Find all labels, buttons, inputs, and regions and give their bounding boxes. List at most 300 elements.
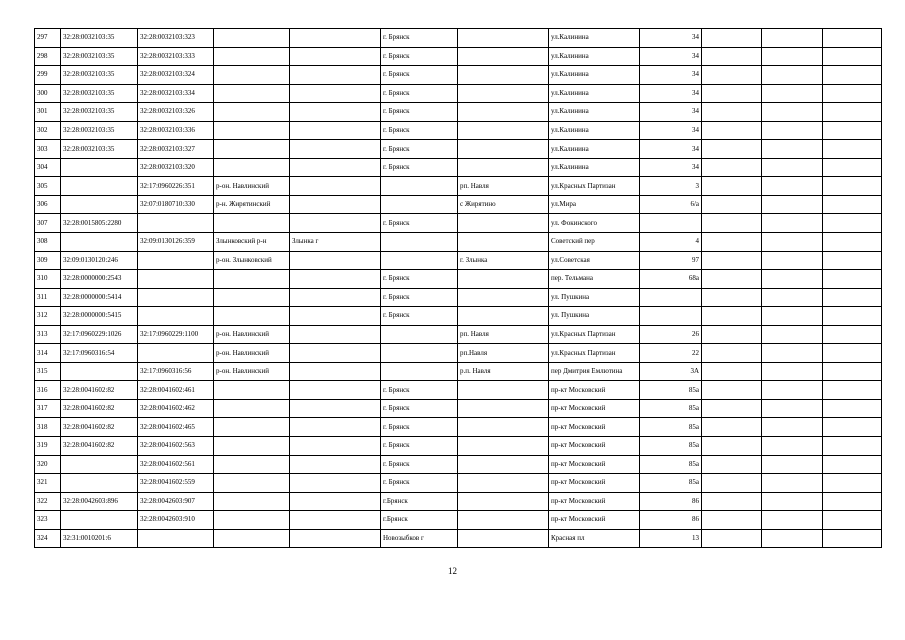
settlement-cell: р.п. Навля bbox=[458, 362, 549, 381]
district-alt-cell bbox=[290, 288, 381, 307]
cadastral-number-cell bbox=[138, 251, 214, 270]
street-cell: Советский пер bbox=[549, 233, 640, 252]
city-cell: г. Брянск bbox=[381, 158, 458, 177]
settlement-cell bbox=[458, 474, 549, 493]
cadastral-number-cell bbox=[138, 529, 214, 548]
house-number-cell: 86 bbox=[640, 492, 702, 511]
district-cell bbox=[214, 399, 290, 418]
row-number-cell: 305 bbox=[35, 177, 61, 196]
district-alt-cell bbox=[290, 325, 381, 344]
row-number-cell: 323 bbox=[35, 511, 61, 530]
table-row bbox=[35, 399, 882, 418]
old-cadastral-number-cell: 32:28:0042603:896 bbox=[61, 492, 138, 511]
city-cell: г. Брянск bbox=[381, 29, 458, 48]
house-number-cell bbox=[640, 288, 702, 307]
settlement-cell bbox=[458, 103, 549, 122]
empty-cell bbox=[762, 399, 823, 418]
street-cell: ул.Мира bbox=[549, 195, 640, 214]
district-alt-cell bbox=[290, 270, 381, 289]
empty-cell bbox=[762, 121, 823, 140]
table-row bbox=[35, 29, 882, 48]
city-cell: г.Брянск bbox=[381, 511, 458, 530]
district-alt-cell bbox=[290, 455, 381, 474]
settlement-cell bbox=[458, 158, 549, 177]
cadastral-number-cell: 32:09:0130126:359 bbox=[138, 233, 214, 252]
table-row bbox=[35, 455, 882, 474]
table-row bbox=[35, 325, 882, 344]
cadastral-number-cell: 32:17:0960226:351 bbox=[138, 177, 214, 196]
district-alt-cell bbox=[290, 195, 381, 214]
table-row bbox=[35, 288, 882, 307]
old-cadastral-number-cell: 32:28:0041602:82 bbox=[61, 381, 138, 400]
settlement-cell bbox=[458, 214, 549, 233]
city-cell: г. Брянск bbox=[381, 455, 458, 474]
empty-cell bbox=[702, 270, 762, 289]
street-cell: пр-кт Московский bbox=[549, 492, 640, 511]
house-number-cell: 34 bbox=[640, 158, 702, 177]
cadastral-number-cell: 32:28:0032103:334 bbox=[138, 84, 214, 103]
row-number-cell: 312 bbox=[35, 307, 61, 326]
old-cadastral-number-cell bbox=[61, 511, 138, 530]
row-number-cell: 315 bbox=[35, 362, 61, 381]
city-cell bbox=[381, 344, 458, 363]
city-cell bbox=[381, 251, 458, 270]
empty-cell bbox=[762, 177, 823, 196]
settlement-cell: с Жирятино bbox=[458, 195, 549, 214]
cadastral-number-cell: 32:28:0032103:323 bbox=[138, 29, 214, 48]
house-number-cell: 34 bbox=[640, 66, 702, 85]
district-cell bbox=[214, 84, 290, 103]
row-number-cell: 314 bbox=[35, 344, 61, 363]
table-row bbox=[35, 47, 882, 66]
settlement-cell bbox=[458, 307, 549, 326]
district-alt-cell bbox=[290, 399, 381, 418]
old-cadastral-number-cell: 32:28:0000000:2543 bbox=[61, 270, 138, 289]
empty-cell bbox=[702, 529, 762, 548]
district-alt-cell bbox=[290, 66, 381, 85]
street-cell: ул. Пушкина bbox=[549, 307, 640, 326]
settlement-cell bbox=[458, 437, 549, 456]
house-number-cell: 85а bbox=[640, 418, 702, 437]
house-number-cell: 3 bbox=[640, 177, 702, 196]
cadastral-number-cell bbox=[138, 214, 214, 233]
empty-cell bbox=[702, 418, 762, 437]
old-cadastral-number-cell: 32:28:0000000:5414 bbox=[61, 288, 138, 307]
street-cell: ул.Красных Партизан bbox=[549, 177, 640, 196]
city-cell bbox=[381, 195, 458, 214]
empty-cell bbox=[762, 325, 823, 344]
table-row bbox=[35, 251, 882, 270]
settlement-cell: рп.Навля bbox=[458, 344, 549, 363]
district-alt-cell bbox=[290, 418, 381, 437]
street-cell: ул.Красных Партизан bbox=[549, 325, 640, 344]
settlement-cell bbox=[458, 270, 549, 289]
table-row bbox=[35, 418, 882, 437]
empty-cell bbox=[702, 325, 762, 344]
old-cadastral-number-cell: 32:28:0000000:5415 bbox=[61, 307, 138, 326]
table-row bbox=[35, 492, 882, 511]
empty-cell bbox=[762, 437, 823, 456]
district-cell: р-он. Навлинский bbox=[214, 362, 290, 381]
old-cadastral-number-cell bbox=[61, 474, 138, 493]
district-cell bbox=[214, 66, 290, 85]
settlement-cell bbox=[458, 47, 549, 66]
district-cell bbox=[214, 214, 290, 233]
row-number-cell: 308 bbox=[35, 233, 61, 252]
old-cadastral-number-cell: 32:28:0032103:35 bbox=[61, 121, 138, 140]
old-cadastral-number-cell bbox=[61, 177, 138, 196]
cadastral-number-cell: 32:28:0032103:320 bbox=[138, 158, 214, 177]
settlement-cell bbox=[458, 492, 549, 511]
district-alt-cell bbox=[290, 47, 381, 66]
empty-cell bbox=[823, 195, 882, 214]
district-alt-cell bbox=[290, 140, 381, 159]
house-number-cell: 85а bbox=[640, 474, 702, 493]
house-number-cell: 34 bbox=[640, 103, 702, 122]
house-number-cell: 26 bbox=[640, 325, 702, 344]
empty-cell bbox=[823, 437, 882, 456]
empty-cell bbox=[823, 66, 882, 85]
settlement-cell bbox=[458, 418, 549, 437]
district-alt-cell bbox=[290, 177, 381, 196]
old-cadastral-number-cell: 32:28:0041602:82 bbox=[61, 437, 138, 456]
row-number-cell: 298 bbox=[35, 47, 61, 66]
district-cell: р-он. Злынковский bbox=[214, 251, 290, 270]
street-cell: пр-кт Московский bbox=[549, 381, 640, 400]
settlement-cell: рп. Навля bbox=[458, 177, 549, 196]
empty-cell bbox=[762, 307, 823, 326]
empty-cell bbox=[702, 140, 762, 159]
city-cell: г.Брянск bbox=[381, 492, 458, 511]
house-number-cell: 22 bbox=[640, 344, 702, 363]
row-number-cell: 311 bbox=[35, 288, 61, 307]
cadastral-number-cell: 32:28:0042603:910 bbox=[138, 511, 214, 530]
empty-cell bbox=[702, 437, 762, 456]
house-number-cell: 6/а bbox=[640, 195, 702, 214]
empty-cell bbox=[823, 177, 882, 196]
district-alt-cell bbox=[290, 307, 381, 326]
page-number: 12 bbox=[448, 566, 457, 576]
house-number-cell: 34 bbox=[640, 121, 702, 140]
old-cadastral-number-cell: 32:09:0130120:246 bbox=[61, 251, 138, 270]
empty-cell bbox=[823, 381, 882, 400]
district-cell bbox=[214, 158, 290, 177]
house-number-cell: 34 bbox=[640, 29, 702, 48]
empty-cell bbox=[762, 362, 823, 381]
district-alt-cell bbox=[290, 214, 381, 233]
house-number-cell: 85а bbox=[640, 381, 702, 400]
row-number-cell: 316 bbox=[35, 381, 61, 400]
district-alt-cell bbox=[290, 474, 381, 493]
empty-cell bbox=[823, 492, 882, 511]
district-cell bbox=[214, 437, 290, 456]
old-cadastral-number-cell bbox=[61, 233, 138, 252]
data-table bbox=[34, 28, 882, 548]
row-number-cell: 320 bbox=[35, 455, 61, 474]
district-cell bbox=[214, 418, 290, 437]
street-cell: пр-кт Московский bbox=[549, 511, 640, 530]
row-number-cell: 302 bbox=[35, 121, 61, 140]
row-number-cell: 303 bbox=[35, 140, 61, 159]
empty-cell bbox=[823, 233, 882, 252]
table-row bbox=[35, 474, 882, 493]
district-alt-cell: Злынка г bbox=[290, 233, 381, 252]
house-number-cell: 3А bbox=[640, 362, 702, 381]
cadastral-number-cell: 32:28:0042603:907 bbox=[138, 492, 214, 511]
district-alt-cell bbox=[290, 492, 381, 511]
house-number-cell bbox=[640, 307, 702, 326]
cadastral-number-cell bbox=[138, 307, 214, 326]
empty-cell bbox=[823, 84, 882, 103]
city-cell: г. Брянск bbox=[381, 399, 458, 418]
old-cadastral-number-cell: 32:31:0010201:6 bbox=[61, 529, 138, 548]
empty-cell bbox=[823, 251, 882, 270]
table-row bbox=[35, 195, 882, 214]
street-cell: Красная пл bbox=[549, 529, 640, 548]
house-number-cell: 85а bbox=[640, 437, 702, 456]
row-number-cell: 324 bbox=[35, 529, 61, 548]
settlement-cell bbox=[458, 288, 549, 307]
table-row bbox=[35, 511, 882, 530]
city-cell bbox=[381, 177, 458, 196]
empty-cell bbox=[823, 47, 882, 66]
city-cell: г. Брянск bbox=[381, 47, 458, 66]
cadastral-number-cell bbox=[138, 344, 214, 363]
house-number-cell: 85а bbox=[640, 399, 702, 418]
street-cell: пр-кт Московский bbox=[549, 437, 640, 456]
street-cell: ул.Калинина bbox=[549, 84, 640, 103]
old-cadastral-number-cell: 32:28:0041602:82 bbox=[61, 418, 138, 437]
district-cell bbox=[214, 492, 290, 511]
street-cell: пр-кт Московский bbox=[549, 474, 640, 493]
empty-cell bbox=[762, 214, 823, 233]
old-cadastral-number-cell: 32:17:0960229:1026 bbox=[61, 325, 138, 344]
street-cell: ул.Калинина bbox=[549, 47, 640, 66]
old-cadastral-number-cell: 32:28:0032103:35 bbox=[61, 47, 138, 66]
street-cell: ул.Красных Партизан bbox=[549, 344, 640, 363]
empty-cell bbox=[702, 288, 762, 307]
empty-cell bbox=[823, 140, 882, 159]
empty-cell bbox=[702, 29, 762, 48]
district-cell bbox=[214, 47, 290, 66]
district-alt-cell bbox=[290, 103, 381, 122]
old-cadastral-number-cell: 32:28:0032103:35 bbox=[61, 84, 138, 103]
settlement-cell bbox=[458, 121, 549, 140]
district-alt-cell bbox=[290, 362, 381, 381]
cadastral-number-cell: 32:28:0032103:327 bbox=[138, 140, 214, 159]
district-alt-cell bbox=[290, 437, 381, 456]
district-alt-cell bbox=[290, 84, 381, 103]
table-row bbox=[35, 177, 882, 196]
old-cadastral-number-cell bbox=[61, 455, 138, 474]
cadastral-number-cell: 32:28:0032103:336 bbox=[138, 121, 214, 140]
cadastral-number-cell: 32:17:0960229:1100 bbox=[138, 325, 214, 344]
district-cell: р-он. Навлинский bbox=[214, 325, 290, 344]
city-cell: г. Брянск bbox=[381, 84, 458, 103]
row-number-cell: 319 bbox=[35, 437, 61, 456]
settlement-cell bbox=[458, 381, 549, 400]
old-cadastral-number-cell: 32:28:0032103:35 bbox=[61, 103, 138, 122]
old-cadastral-number-cell: 32:28:0032103:35 bbox=[61, 140, 138, 159]
district-cell bbox=[214, 29, 290, 48]
settlement-cell bbox=[458, 233, 549, 252]
settlement-cell bbox=[458, 529, 549, 548]
table-row bbox=[35, 140, 882, 159]
row-number-cell: 313 bbox=[35, 325, 61, 344]
city-cell: г. Брянск bbox=[381, 288, 458, 307]
empty-cell bbox=[762, 492, 823, 511]
table-row bbox=[35, 362, 882, 381]
district-cell bbox=[214, 529, 290, 548]
table-row bbox=[35, 66, 882, 85]
city-cell: г. Брянск bbox=[381, 140, 458, 159]
city-cell: г. Брянск bbox=[381, 437, 458, 456]
empty-cell bbox=[823, 511, 882, 530]
empty-cell bbox=[762, 84, 823, 103]
row-number-cell: 318 bbox=[35, 418, 61, 437]
empty-cell bbox=[702, 121, 762, 140]
district-alt-cell bbox=[290, 344, 381, 363]
street-cell: пер. Тельмана bbox=[549, 270, 640, 289]
empty-cell bbox=[762, 455, 823, 474]
empty-cell bbox=[823, 529, 882, 548]
empty-cell bbox=[762, 66, 823, 85]
district-alt-cell bbox=[290, 529, 381, 548]
row-number-cell: 301 bbox=[35, 103, 61, 122]
empty-cell bbox=[702, 381, 762, 400]
district-cell bbox=[214, 307, 290, 326]
empty-cell bbox=[702, 47, 762, 66]
settlement-cell bbox=[458, 455, 549, 474]
table-row bbox=[35, 437, 882, 456]
district-cell bbox=[214, 270, 290, 289]
empty-cell bbox=[762, 529, 823, 548]
city-cell: Новозыбков г bbox=[381, 529, 458, 548]
city-cell: г. Брянск bbox=[381, 474, 458, 493]
row-number-cell: 307 bbox=[35, 214, 61, 233]
district-cell: р-он. Навлинский bbox=[214, 177, 290, 196]
city-cell: г. Брянск bbox=[381, 103, 458, 122]
table-row bbox=[35, 214, 882, 233]
empty-cell bbox=[762, 474, 823, 493]
empty-cell bbox=[762, 158, 823, 177]
empty-cell bbox=[762, 29, 823, 48]
old-cadastral-number-cell: 32:17:0960316:54 bbox=[61, 344, 138, 363]
cadastral-number-cell: 32:28:0041602:559 bbox=[138, 474, 214, 493]
district-alt-cell bbox=[290, 29, 381, 48]
empty-cell bbox=[702, 474, 762, 493]
row-number-cell: 306 bbox=[35, 195, 61, 214]
table-row bbox=[35, 307, 882, 326]
empty-cell bbox=[762, 140, 823, 159]
row-number-cell: 304 bbox=[35, 158, 61, 177]
empty-cell bbox=[702, 195, 762, 214]
empty-cell bbox=[823, 362, 882, 381]
empty-cell bbox=[762, 288, 823, 307]
empty-cell bbox=[702, 158, 762, 177]
house-number-cell: 13 bbox=[640, 529, 702, 548]
cadastral-number-cell: 32:28:0032103:326 bbox=[138, 103, 214, 122]
row-number-cell: 297 bbox=[35, 29, 61, 48]
city-cell: г. Брянск bbox=[381, 270, 458, 289]
district-alt-cell bbox=[290, 251, 381, 270]
empty-cell bbox=[702, 177, 762, 196]
settlement-cell bbox=[458, 511, 549, 530]
cadastral-number-cell: 32:28:0041602:563 bbox=[138, 437, 214, 456]
street-cell: ул. Фокинского bbox=[549, 214, 640, 233]
empty-cell bbox=[762, 251, 823, 270]
empty-cell bbox=[702, 233, 762, 252]
city-cell: г. Брянск bbox=[381, 214, 458, 233]
table-row bbox=[35, 344, 882, 363]
district-cell: р-он. Навлинский bbox=[214, 344, 290, 363]
empty-cell bbox=[702, 103, 762, 122]
empty-cell bbox=[702, 362, 762, 381]
cadastral-number-cell: 32:07:0180710:330 bbox=[138, 195, 214, 214]
empty-cell bbox=[762, 47, 823, 66]
district-cell bbox=[214, 103, 290, 122]
empty-cell bbox=[702, 344, 762, 363]
district-cell bbox=[214, 381, 290, 400]
empty-cell bbox=[823, 158, 882, 177]
settlement-cell bbox=[458, 66, 549, 85]
settlement-cell bbox=[458, 140, 549, 159]
table-row bbox=[35, 84, 882, 103]
cadastral-number-cell: 32:28:0041602:561 bbox=[138, 455, 214, 474]
street-cell: ул.Советская bbox=[549, 251, 640, 270]
row-number-cell: 317 bbox=[35, 399, 61, 418]
row-number-cell: 300 bbox=[35, 84, 61, 103]
empty-cell bbox=[702, 307, 762, 326]
empty-cell bbox=[823, 121, 882, 140]
street-cell: ул.Калинина bbox=[549, 29, 640, 48]
street-cell: ул.Калинина bbox=[549, 158, 640, 177]
row-number-cell: 299 bbox=[35, 66, 61, 85]
settlement-cell: г. Злынка bbox=[458, 251, 549, 270]
house-number-cell: 34 bbox=[640, 47, 702, 66]
district-alt-cell bbox=[290, 121, 381, 140]
empty-cell bbox=[762, 418, 823, 437]
empty-cell bbox=[762, 270, 823, 289]
empty-cell bbox=[702, 455, 762, 474]
city-cell: г. Брянск bbox=[381, 418, 458, 437]
row-number-cell: 321 bbox=[35, 474, 61, 493]
settlement-cell bbox=[458, 29, 549, 48]
cadastral-number-cell: 32:17:0960316:56 bbox=[138, 362, 214, 381]
street-cell: пр-кт Московский bbox=[549, 455, 640, 474]
house-number-cell: 34 bbox=[640, 140, 702, 159]
old-cadastral-number-cell: 32:28:0041602:82 bbox=[61, 399, 138, 418]
street-cell: ул.Калинина bbox=[549, 121, 640, 140]
old-cadastral-number-cell bbox=[61, 158, 138, 177]
house-number-cell: 4 bbox=[640, 233, 702, 252]
cadastral-number-cell: 32:28:0032103:324 bbox=[138, 66, 214, 85]
old-cadastral-number-cell bbox=[61, 195, 138, 214]
district-cell: Злынковский р-н bbox=[214, 233, 290, 252]
cadastral-number-cell: 32:28:0041602:462 bbox=[138, 399, 214, 418]
street-cell: пер Дмитрия Емлютина bbox=[549, 362, 640, 381]
cadastral-number-cell: 32:28:0032103:333 bbox=[138, 47, 214, 66]
empty-cell bbox=[823, 307, 882, 326]
house-number-cell: 86 bbox=[640, 511, 702, 530]
empty-cell bbox=[762, 511, 823, 530]
street-cell: пр-кт Московский bbox=[549, 399, 640, 418]
settlement-cell: рп. Навля bbox=[458, 325, 549, 344]
empty-cell bbox=[823, 474, 882, 493]
empty-cell bbox=[823, 325, 882, 344]
empty-cell bbox=[823, 344, 882, 363]
cadastral-number-cell: 32:28:0041602:465 bbox=[138, 418, 214, 437]
